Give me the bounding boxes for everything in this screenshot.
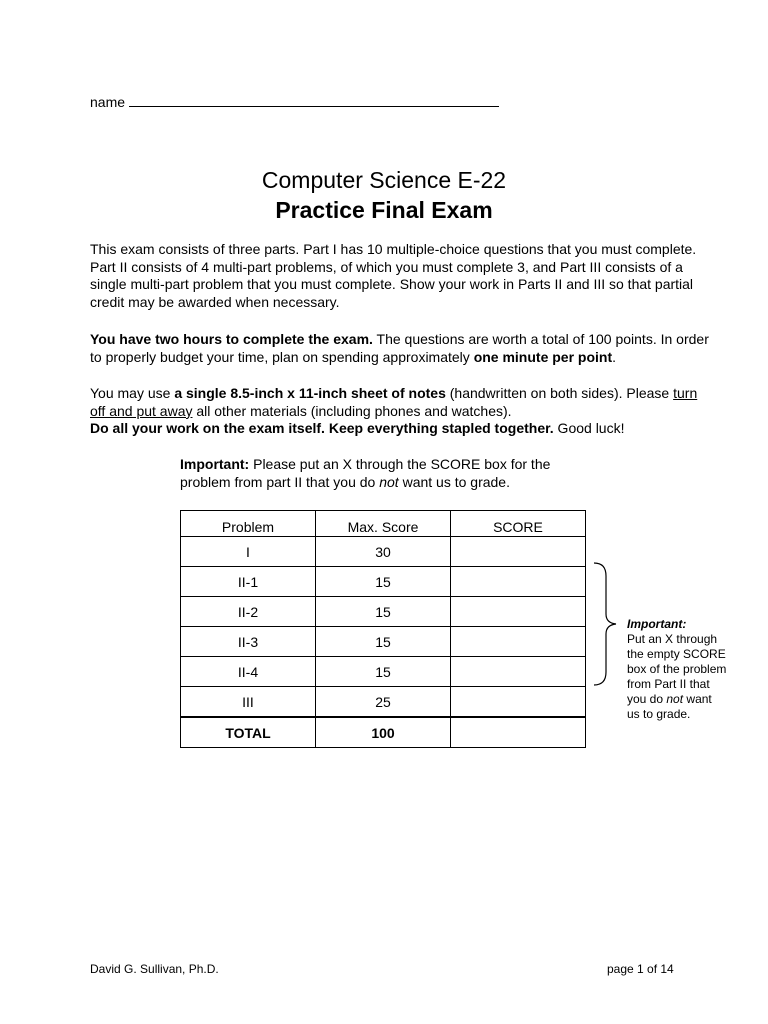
minute-per-point-text: one minute per point — [473, 348, 613, 365]
problem-cell: II-3 — [181, 627, 316, 657]
course-title: Computer Science E-22 — [261, 167, 507, 193]
name-label: name — [90, 94, 126, 110]
total-row — [181, 717, 586, 748]
notes-detail-text: (handwritten on both sides). Please — [445, 385, 674, 401]
problem-cell: I — [181, 537, 316, 567]
score-cell[interactable] — [451, 567, 586, 597]
max-score-cell: 15 — [316, 657, 451, 687]
other-materials-text: all other materials (including phones and watches). — [192, 402, 512, 419]
problem-cell: II-4 — [181, 657, 316, 687]
score-cell[interactable] — [451, 627, 586, 657]
max-score-cell: 15 — [316, 627, 451, 657]
problem-cell: III — [181, 687, 316, 718]
curly-brace-icon — [592, 562, 622, 686]
total-max-score: 100 — [316, 717, 451, 748]
name-blank-line[interactable] — [129, 92, 499, 107]
table-row — [181, 687, 586, 718]
period-text: . — [612, 348, 617, 365]
good-luck-text: Good luck! — [553, 420, 625, 437]
side-note-italic: not — [666, 692, 684, 706]
score-cell[interactable] — [451, 687, 586, 718]
header-score: SCORE — [451, 511, 586, 537]
name-field-row — [90, 92, 499, 110]
problem-cell: II-2 — [181, 597, 316, 627]
important-note-label: Important: — [180, 456, 250, 472]
table-row — [181, 537, 586, 567]
footer-page-number: page 1 of 14 — [607, 962, 674, 976]
header-max-score: Max. Score — [316, 511, 451, 537]
intro-paragraph-1: This exam consists of three parts. Part I has 10 multiple-choice questions that you must complete. Part II consists of 4 multi-part problems, of which you must complete 3, and Part III consists of a single multi-part problem that you must complete. Show your work in Parts II and III so that partial credit may be awarded when necessary. — [90, 241, 697, 310]
time-limit-text: You have two hours to complete the exam. — [90, 331, 373, 347]
side-note-text-a: Put an X through the empty SCORE box of the problem from Part II that you do — [627, 632, 727, 706]
table-row — [181, 627, 586, 657]
score-table — [180, 510, 586, 748]
turn-off-text: turn off and put away — [90, 385, 698, 419]
score-cell[interactable] — [451, 597, 586, 627]
table-row — [181, 657, 586, 687]
table-row — [181, 597, 586, 627]
max-score-cell: 25 — [316, 687, 451, 718]
header-problem: Problem — [181, 511, 316, 537]
important-note-text-b: want us to grade. — [398, 473, 510, 490]
notes-sheet-text: a single 8.5-inch x 11-inch sheet of notes — [174, 385, 446, 401]
total-score-cell[interactable] — [451, 717, 586, 748]
work-on-exam-text: Do all your work on the exam itself. Keep everything stapled together. — [90, 420, 554, 437]
notes-intro-text: You may use — [90, 385, 175, 401]
max-score-cell: 15 — [316, 597, 451, 627]
score-table-header — [181, 511, 586, 537]
score-cell[interactable] — [451, 657, 586, 687]
table-row — [181, 567, 586, 597]
exam-title: Practice Final Exam — [275, 197, 493, 223]
side-note-label: Important: — [627, 617, 687, 631]
max-score-cell: 30 — [316, 537, 451, 567]
score-cell[interactable] — [451, 537, 586, 567]
side-important-note — [627, 617, 727, 722]
intro-paragraph-2 — [90, 331, 710, 366]
important-note-text-a: Please put an X through the SCORE box for the problem from part II that you do — [180, 456, 551, 490]
footer-author: David G. Sullivan, Ph.D. — [90, 962, 219, 976]
important-note — [180, 456, 600, 491]
max-score-cell: 15 — [316, 567, 451, 597]
intro-paragraph-3 — [90, 385, 710, 438]
points-text: The questions are worth a total of 100 points. In order to properly budget your time, plan on spending approximately — [90, 331, 709, 365]
problem-cell: II-1 — [181, 567, 316, 597]
side-note-text-b: want us to grade. — [627, 692, 712, 721]
total-label: TOTAL — [181, 717, 316, 748]
important-note-italic: not — [379, 473, 399, 490]
